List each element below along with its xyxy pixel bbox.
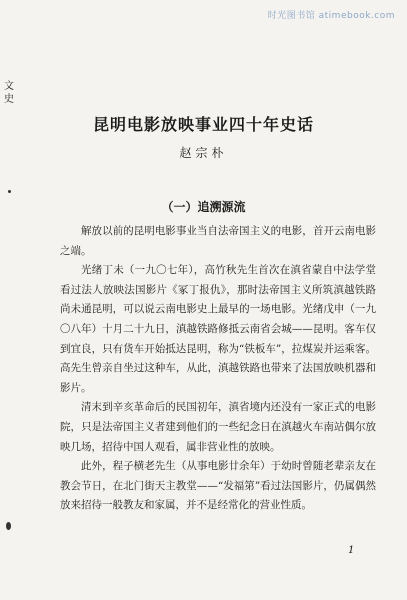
article-title: 昆明电影放映事业四十年史话 bbox=[92, 115, 314, 134]
paragraph: 解放以前的昆明电影事业当自法帝国主义的电影，首开云南电影之端。 bbox=[60, 225, 376, 257]
paragraph: 清末到辛亥革命后的民国初年，滇省境内还没有一家正式的电影院，只是法帝国主义者建到他们的一些纪念日在滇越火车南站偶尔放映几场，招待中国人观看，属非营业性的放映。 bbox=[60, 401, 376, 453]
scan-speck bbox=[6, 522, 11, 530]
page-number: 1 bbox=[348, 545, 355, 556]
watermark: 时光图书馆 atimebook.com bbox=[267, 11, 395, 21]
paragraph: 此外，程子横老先生（从事电影廿余年）于幼时曾随老辈亲友在教会节日，在北门街天主教堂——“发福第”看过法国影片，仍属偶然放来招待一般教友和家属，并不是经常化的营业性质。 bbox=[60, 460, 376, 512]
paragraph: 光绪丁未（一九〇七年），高竹秋先生首次在滇省蒙自中法学堂看过法人放映法国影片《冢丁报仇》，那时法帝国主义所筑滇越铁路尚未通昆明，可以说云南电影史上最早的一场电影。光绪戊申（一九〇八年）十月二十九日，滇越铁路修抵云南省会城——昆明。客车仅到宜良，只有货车开始抵达昆明，称为“铁板车”，拉煤炭并运乘客。高先生曾亲自坐过这种车，从此，滇越铁路也带来了法国放映机器和影片。 bbox=[60, 264, 376, 394]
side-label: 文史 bbox=[4, 81, 14, 105]
section-heading: （一）追溯源流 bbox=[161, 200, 246, 214]
article-body bbox=[60, 222, 376, 516]
author-name: 赵宗朴 bbox=[179, 146, 228, 160]
scan-speck bbox=[8, 190, 11, 193]
